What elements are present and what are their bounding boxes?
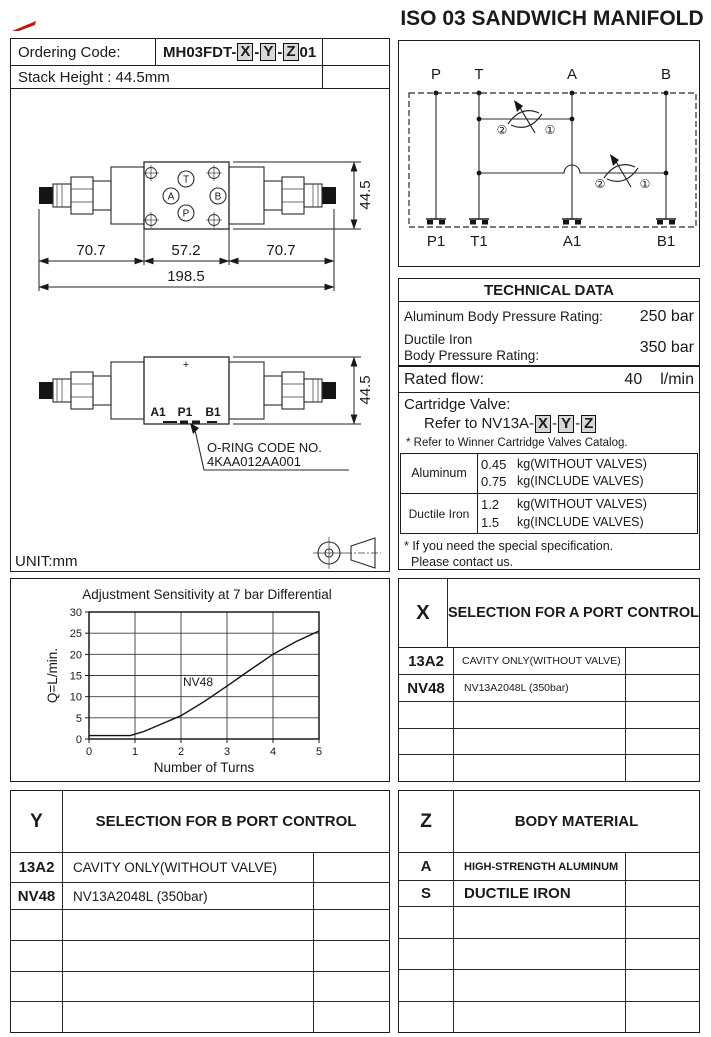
- x-table-header: SELECTION FOR A PORT CONTROL: [447, 605, 699, 621]
- technical-data-header: TECHNICAL DATA: [399, 279, 699, 302]
- weight-value: 1.5: [481, 514, 500, 530]
- stack-height-row: [11, 66, 389, 89]
- z-table-code: Z: [399, 791, 454, 852]
- table-row: [11, 910, 389, 941]
- x-selection-table: [398, 578, 700, 782]
- z-row2-desc: DUCTILE IRON: [454, 881, 626, 906]
- dim-57-2: 57.2: [171, 242, 201, 259]
- x-row2-code: NV48: [399, 675, 454, 701]
- unit-label: UNIT:mm: [15, 553, 78, 570]
- svg-text:15: 15: [69, 670, 82, 683]
- table-row: [399, 970, 699, 1002]
- ordering-code-label: Ordering Code:: [11, 39, 156, 66]
- port-connector-p1-icon: [426, 219, 446, 225]
- cartridge-sep2: -: [575, 414, 581, 432]
- port-t-label: T: [182, 174, 190, 186]
- page-title: ISO 03 SANDWICH MANIFOLD: [400, 7, 704, 30]
- cartridge-prefix: Refer to NV13A-: [424, 414, 535, 432]
- code-y-box: Y: [260, 43, 276, 61]
- z-row2-code: S: [399, 881, 454, 906]
- x-table-code: X: [399, 579, 448, 647]
- weights-row-ductile: [401, 494, 697, 533]
- code-x-box: X: [237, 43, 253, 61]
- svg-text:30: 30: [69, 607, 82, 619]
- top-view: [39, 162, 336, 229]
- front-plus-mark: +: [182, 359, 190, 371]
- x-row2-desc: NV13A2048L (350bar): [454, 675, 626, 701]
- rated-flow-row: [399, 367, 699, 393]
- ordering-code-value: [156, 39, 323, 66]
- weight-desc: kg(WITHOUT VALVES): [517, 496, 647, 511]
- dim-44-5-front: 44.5: [357, 375, 374, 405]
- oring-note-line2: 4KAA012AA001: [207, 454, 301, 469]
- weight-value: 1.2: [481, 496, 500, 512]
- table-row: [11, 853, 389, 883]
- table-row: [399, 881, 699, 907]
- rated-flow-value: 40: [624, 370, 643, 388]
- z-row1-desc: HIGH-STRENGTH ALUMINUM: [454, 853, 626, 880]
- weight-desc: kg(WITHOUT VALVES): [517, 456, 647, 471]
- y-table-header: SELECTION FOR B PORT CONTROL: [95, 813, 357, 830]
- valve1-label-1: ①: [544, 123, 556, 137]
- svg-text:2: 2: [177, 746, 185, 758]
- technical-data-panel: [398, 278, 700, 570]
- series-label: NV48: [183, 675, 214, 689]
- aluminum-pressure-value: 250 bar: [639, 307, 694, 325]
- valve2-label-2: ②: [594, 177, 606, 191]
- valve1-label-2: ②: [496, 123, 508, 137]
- port-connector-t1-icon: [469, 219, 489, 225]
- schematic-port-b1: B1: [656, 233, 676, 250]
- svg-text:10: 10: [69, 691, 82, 704]
- code-suffix: 01: [299, 43, 317, 61]
- schematic-port-b: B: [660, 66, 672, 83]
- weight-desc: kg(INCLUDE VALVES): [517, 474, 644, 489]
- hydraulic-schematic: [399, 41, 698, 265]
- cartridge-note: * Refer to Winner Cartridge Valves Catalog.: [406, 436, 628, 449]
- svg-text:1: 1: [131, 746, 139, 758]
- svg-text:20: 20: [69, 649, 82, 662]
- schematic-boundary: [409, 93, 696, 227]
- top-view-dimensions: [39, 162, 374, 291]
- schematic-port-a: A: [566, 66, 578, 83]
- z-row1-code: A: [399, 853, 454, 880]
- cartridge-valve-block: [399, 393, 699, 453]
- port-connector-a1-icon: [562, 219, 582, 225]
- x-row1-desc: CAVITY ONLY(WITHOUT VALVE): [454, 648, 626, 674]
- svg-text:5: 5: [315, 746, 323, 758]
- svg-text:0: 0: [85, 746, 93, 758]
- y-row2-code: NV48: [11, 883, 63, 909]
- code-sep2: -: [277, 43, 283, 61]
- code-sep1: -: [254, 43, 260, 61]
- cartridge-line1: Cartridge Valve:: [404, 396, 511, 413]
- cartridge-sep1: -: [552, 414, 558, 432]
- chart-title: Adjustment Sensitivity at 7 bar Differential: [82, 587, 332, 602]
- chart-y-label: Q=L/min.: [45, 647, 60, 704]
- port-b-label: B: [214, 191, 222, 203]
- projection-symbol-icon: [313, 537, 381, 569]
- throttle-valve-1-icon: [508, 100, 542, 133]
- code-z-box: Z: [283, 43, 298, 61]
- weights-table: [400, 453, 698, 534]
- rated-flow-label: Rated flow:: [404, 370, 485, 388]
- cartridge-z-box: Z: [581, 415, 596, 433]
- schematic-port-t: T: [474, 66, 484, 83]
- weight-desc: kg(INCLUDE VALVES): [517, 514, 644, 529]
- svg-text:0: 0: [75, 734, 82, 746]
- special-spec-note: [399, 534, 699, 571]
- adjustment-sensitivity-chart: [11, 579, 388, 780]
- ductile-pressure-value: 350 bar: [639, 339, 694, 356]
- oring-note-line1: O-RING CODE NO.: [207, 440, 322, 455]
- svg-text:4: 4: [269, 746, 277, 758]
- table-row: [11, 941, 389, 972]
- note-line1: * If you need the special specification.: [404, 539, 614, 554]
- table-row: [399, 907, 699, 939]
- schematic-port-t1: T1: [470, 233, 488, 250]
- chart-panel: [10, 578, 390, 782]
- weights-row-aluminum: [401, 454, 697, 494]
- weight-value: 0.75: [481, 474, 507, 490]
- ductile-label-line1: Ductile Iron: [404, 332, 473, 348]
- ordering-empty-cell: [323, 39, 389, 66]
- svg-text:25: 25: [69, 628, 82, 641]
- table-row: [11, 883, 389, 910]
- cartridge-line2: [404, 415, 694, 434]
- weights-material-aluminum: Aluminum: [401, 454, 478, 493]
- port-a-label: A: [167, 191, 175, 203]
- svg-text:5: 5: [75, 712, 82, 725]
- table-row: [399, 853, 699, 881]
- ordering-code-row: [11, 39, 389, 66]
- schematic-port-a1: A1: [562, 233, 582, 250]
- note-line2: Please contact us.: [411, 555, 514, 570]
- table-row: [399, 1002, 699, 1033]
- dimension-drawing: [11, 89, 388, 570]
- port-connector-b1-icon: [656, 219, 676, 225]
- hydraulic-schematic-panel: [398, 40, 700, 267]
- svg-text:3: 3: [223, 746, 231, 758]
- x-row1-code: 13A2: [399, 648, 454, 674]
- dim-198-5: 198.5: [167, 268, 205, 285]
- cartridge-y-box: Y: [558, 415, 574, 433]
- ductile-label-line2: Body Pressure Rating:: [404, 348, 540, 363]
- chart-x-label: Number of Turns: [153, 760, 255, 775]
- table-row: [11, 972, 389, 1003]
- stack-height-empty-cell: [323, 66, 389, 89]
- throttle-valve-2-icon: [604, 154, 638, 187]
- y-table-code: Y: [11, 791, 63, 852]
- schematic-port-p1: P1: [426, 233, 446, 250]
- front-port-p1: P1: [177, 405, 193, 419]
- z-table-header: BODY MATERIAL: [514, 813, 639, 830]
- table-row: [399, 755, 699, 781]
- table-row: [399, 939, 699, 971]
- dim-70-7-right: 70.7: [266, 242, 296, 259]
- z-body-material-table: [398, 790, 700, 1033]
- drawing-panel: [10, 38, 390, 572]
- y-row1-desc: CAVITY ONLY(WITHOUT VALVE): [63, 853, 314, 882]
- dim-70-7-left: 70.7: [76, 242, 106, 259]
- table-row: [399, 729, 699, 756]
- y-selection-table: [10, 790, 390, 1033]
- schematic-port-p: P: [430, 66, 442, 83]
- front-view: [39, 357, 349, 470]
- weight-value: 0.45: [481, 456, 507, 472]
- front-port-b1: B1: [205, 405, 221, 419]
- front-port-a1: A1: [150, 405, 166, 419]
- weights-material-ductile: Ductile Iron: [401, 494, 478, 533]
- cartridge-x-box: X: [535, 415, 551, 433]
- y-row1-code: 13A2: [11, 853, 63, 882]
- aluminum-pressure-row: [399, 302, 699, 331]
- rated-flow-unit: l/min: [660, 370, 694, 388]
- brand-logo-icon: [12, 20, 38, 33]
- ductile-pressure-row: [399, 331, 699, 367]
- stack-height-label: Stack Height : 44.5mm: [11, 66, 323, 89]
- table-row: [399, 675, 699, 702]
- port-p-label: P: [182, 208, 190, 220]
- dim-44-5-top: 44.5: [357, 180, 374, 210]
- aluminum-pressure-label: Aluminum Body Pressure Rating:: [404, 308, 603, 324]
- table-row: [399, 648, 699, 675]
- table-row: [399, 702, 699, 729]
- valve2-label-1: ①: [639, 177, 651, 191]
- table-row: [11, 1002, 389, 1032]
- y-row2-desc: NV13A2048L (350bar): [63, 883, 314, 909]
- code-prefix: MH03FDT-: [163, 43, 237, 61]
